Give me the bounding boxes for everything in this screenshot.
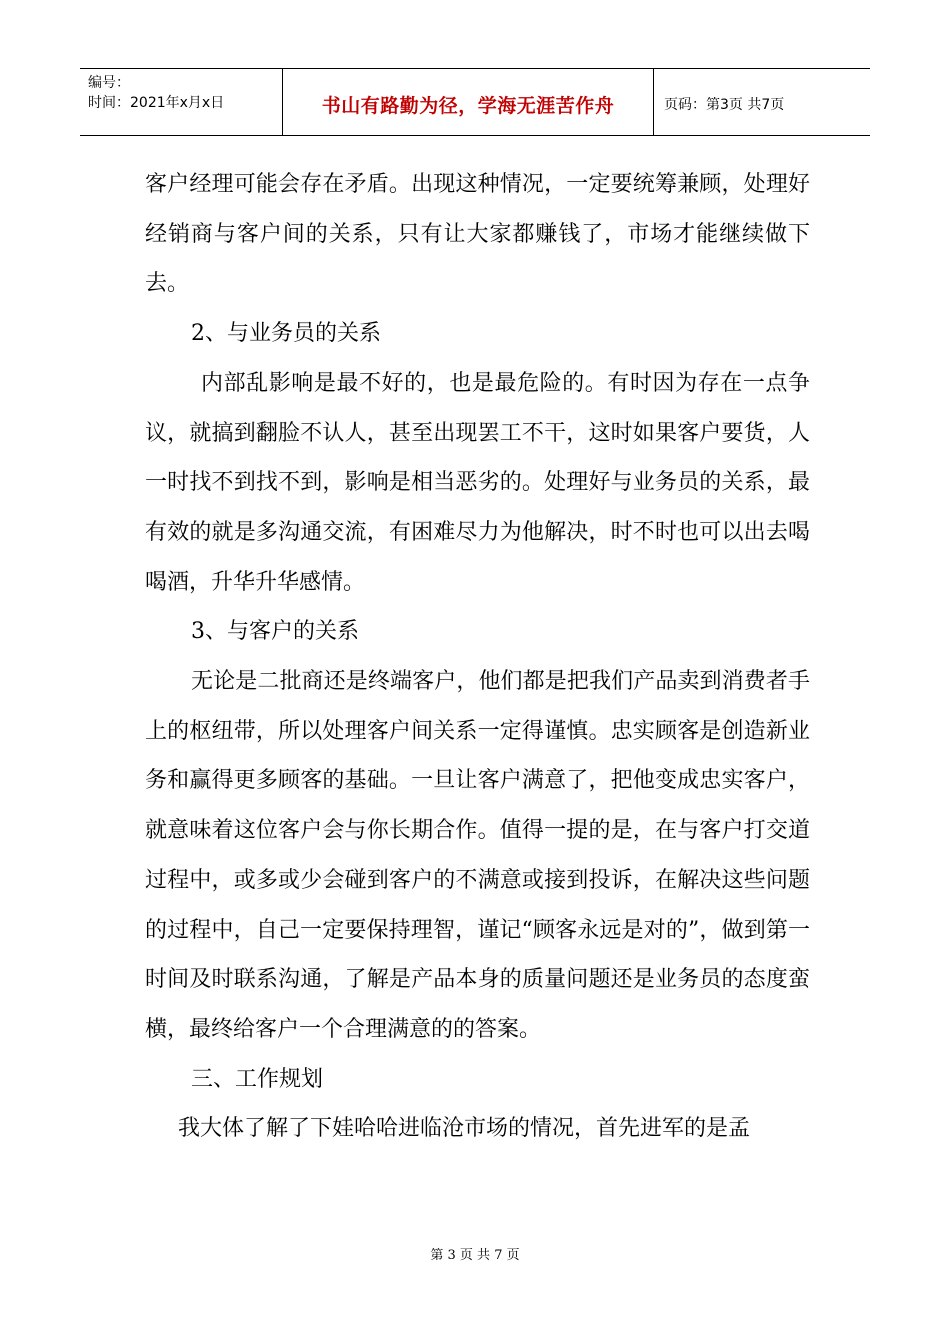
header-page-info: 页码：第3页 共7页	[664, 97, 785, 113]
header-motto-cell	[283, 69, 654, 135]
header-page-cell	[654, 69, 870, 135]
body-paragraph: 客户经理可能会存在矛盾。出现这种情况，一定要统筹兼顾，处理好经销商与客户间的关系，只有让大家都赚钱了，市场才能继续做下去。	[145, 172, 810, 297]
page-footer: 第 3 页 共 7 页	[430, 1248, 520, 1263]
body-paragraph: 内部乱影响是最不好的，也是最危险的。有时因为存在一点争议，就搞到翻脸不认人，甚至出现罢工不干，这时如果客户要货，人一时找不到找不到，影响是相当恶劣的。处理好与业务员的关系，最有效的就是多沟通交流，有困难尽力为他解决，时不时也可以出去喝喝酒，升华升华感情。	[145, 370, 810, 595]
section-heading: 3、与客户的关系	[191, 619, 359, 645]
document-number-label: 编号：	[88, 75, 130, 91]
document-body	[145, 160, 810, 1154]
document-time-label: 时间：2021年x月x日	[88, 95, 225, 111]
header-meta-cell	[80, 69, 283, 135]
section-heading: 三、工作规划	[191, 1066, 324, 1092]
header-table	[80, 68, 870, 136]
header-motto: 书山有路勤为径，学海无涯苦作舟	[321, 94, 615, 117]
body-paragraph: 无论是二批商还是终端客户，他们都是把我们产品卖到消费者手上的枢纽带，所以处理客户间关系一定得谨慎。忠实顾客是创造新业务和赢得更多顾客的基础。一旦让客户满意了，把他变成忠实客户，就意味着这位客户会与你长期合作。值得一提的是，在与客户打交道过程中，或多或少会碰到客户的不满意或接到投诉，在解决这些问题的过程中，自己一定要保持理智，谨记“顾客永远是对的”，做到第一时间及时联系沟通，了解是产品本身的质量问题还是业务员的态度蛮横，最终给客户一个合理满意的的答案。	[145, 669, 810, 1042]
body-paragraph: 我大体了解了下娃哈哈进临沧市场的情况，首先进军的是孟	[178, 1116, 751, 1142]
section-heading: 2、与业务员的关系	[191, 321, 381, 347]
